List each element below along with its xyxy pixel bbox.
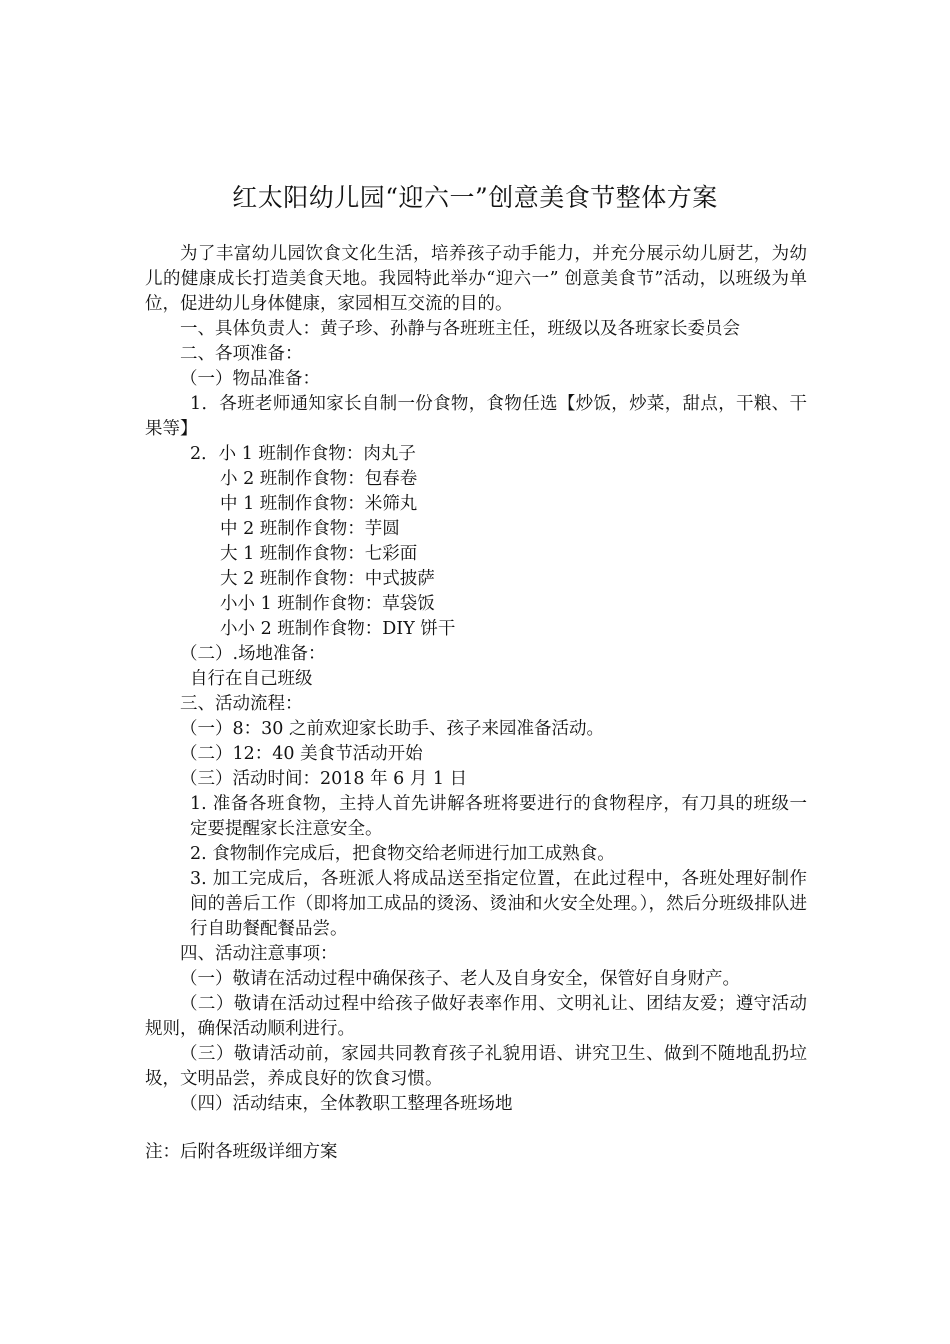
intro-paragraph: 为了丰富幼儿园饮食文化生活，培养孩子动手能力，并充分展示幼儿厨艺，为幼儿的健康成长打造美食天地。我园特此举办“迎六一” 创意美食节”活动，以班级为单位，促进幼儿身体健康，家园相互交流的目的。 (145, 244, 807, 314)
class-food-item: 小小 2 班制作食物：DIY 饼干 (220, 619, 456, 639)
flow-step-1: 1. 准备各班食物，主持人首先讲解各班将要进行的食物程序，有刀具的班级一定要提醒家长注意安全。 (190, 794, 807, 839)
section-responsible: 一、具体负责人：黄子珍、孙静与各班班主任，班级以及各班家长委员会 (180, 319, 740, 339)
note-3: （三）敬请活动前，家园共同教育孩子礼貌用语、讲究卫生、做到不随地乱扔垃圾，文明品尝，养成良好的饮食习惯。 (145, 1044, 807, 1089)
document-title: 红太阳幼儿园“迎六一”创意美食节整体方案 (232, 183, 718, 212)
item-1: 1．各班老师通知家长自制一份食物，食物任选【炒饭，炒菜，甜点，干粮、干果等】 (145, 394, 807, 439)
subsection-venue: （二）.场地准备： (180, 644, 326, 664)
flow-item-1: （一）8：30 之前欢迎家长助手、孩子来园准备活动。 (180, 719, 604, 739)
section-flow: 三、活动流程： (180, 694, 303, 714)
class-food-item: 大 2 班制作食物：中式披萨 (220, 569, 435, 589)
note-4: （四）活动结束，全体教职工整理各班场地 (180, 1094, 513, 1114)
venue-text: 自行在自己班级 (190, 669, 313, 689)
class-food-item: 中 1 班制作食物：米筛丸 (220, 494, 418, 514)
class-food-item: 大 1 班制作食物：七彩面 (220, 544, 418, 564)
section-preparation: 二、各项准备： (180, 344, 303, 364)
note-1: （一）敬请在活动过程中确保孩子、老人及自身安全，保管好自身财产。 (180, 969, 740, 989)
class-food-item: 小 2 班制作食物：包春卷 (220, 469, 418, 489)
note-2: （二）敬请在活动过程中给孩子做好表率作用、文明礼让、团结友爱；遵守活动规则，确保活动顺利进行。 (145, 994, 807, 1039)
subsection-items: （一）物品准备： (180, 369, 320, 389)
item-2: 2．小 1 班制作食物：肉丸子 (190, 444, 416, 464)
flow-step-3: 3. 加工完成后，各班派人将成品送至指定位置，在此过程中，各班处理好制作间的善后工作（即将加工成品的烫汤、烫油和火安全处理。），然后分班级排队进行自助餐配餐品尝。 (190, 869, 807, 939)
flow-item-2: （二）12：40 美食节活动开始 (180, 744, 423, 764)
footnote: 注：后附各班级详细方案 (145, 1142, 338, 1162)
flow-step-2: 2. 食物制作完成后，把食物交给老师进行加工成熟食。 (190, 844, 615, 864)
class-food-item: 小小 1 班制作食物：草袋饭 (220, 594, 435, 614)
section-notes: 四、活动注意事项： (180, 944, 338, 964)
flow-item-3: （三）活动时间：2018 年 6 月 1 日 (180, 769, 468, 789)
class-food-item: 中 2 班制作食物：芋圆 (220, 519, 400, 539)
